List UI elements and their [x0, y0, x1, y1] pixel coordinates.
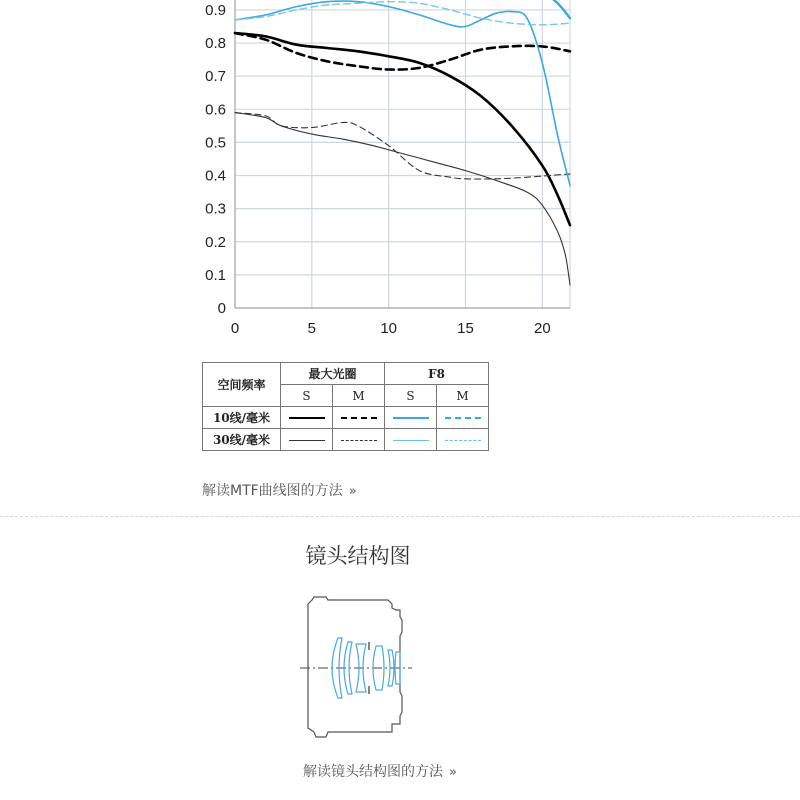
series-line-6 [539, 0, 570, 18]
legend-group-f8: F8 [385, 363, 489, 385]
legend-row-30: 30线/毫米 [203, 429, 281, 451]
y-tick-label-0.5: 0.5 [205, 134, 226, 152]
y-tick-label-0.7: 0.7 [205, 68, 226, 86]
y-tick-label-0.1: 0.1 [205, 266, 226, 284]
legend-swatch-max-m-30 [333, 429, 385, 451]
lens-section-title: 镜头结构图 [305, 544, 411, 568]
legend-frequency-header: 空间频率 [203, 363, 281, 407]
section-divider [0, 516, 800, 517]
series-line-2 [235, 113, 570, 285]
chart-tick-labels [205, 2, 551, 337]
lens-structure-diagram [296, 592, 416, 742]
y-tick-label-0.6: 0.6 [205, 101, 226, 119]
mtf-method-link[interactable] [202, 480, 357, 500]
legend-swatch-max-s-30 [281, 429, 333, 451]
series-line-5 [235, 2, 570, 25]
x-tick-label-20: 20 [533, 320, 551, 337]
y-tick-label-0.3: 0.3 [205, 200, 226, 218]
legend-swatch-max-m-10 [333, 407, 385, 429]
legend-sub-s-max: S [281, 385, 333, 407]
mtf-legend-table [202, 362, 489, 451]
series-line-3 [235, 113, 570, 179]
legend-sub-m-max: M [333, 385, 385, 407]
legend-swatch-max-s-10 [281, 407, 333, 429]
legend-swatch-f8-m-10 [437, 407, 489, 429]
series-line-0 [235, 33, 570, 225]
y-tick-label-0.9: 0.9 [205, 1, 226, 19]
mtf-chart [0, 0, 800, 345]
y-tick-label-0: 0 [217, 300, 226, 317]
x-tick-label-15: 15 [457, 320, 474, 337]
y-tick-label-0.2: 0.2 [205, 233, 226, 251]
lens-barrel-outline [308, 597, 402, 737]
x-tick-label-5: 5 [307, 320, 317, 337]
chevron-right-icon: » [348, 484, 357, 499]
legend-group-max-aperture: 最大光圈 [281, 363, 385, 385]
legend-swatch-f8-s-30 [385, 429, 437, 451]
x-tick-label-0: 0 [230, 320, 240, 337]
legend-row-10: 10线/毫米 [203, 407, 281, 429]
lens-method-link-text: 解读镜头结构图的方法 [303, 764, 443, 780]
chevron-right-icon: » [449, 765, 457, 780]
x-tick-label-10: 10 [380, 320, 398, 337]
lens-method-link[interactable] [303, 761, 457, 781]
series-line-1 [235, 33, 570, 70]
legend-swatch-f8-s-10 [385, 407, 437, 429]
mtf-method-link-text: 解读MTF曲线图的方法 [202, 483, 343, 499]
y-tick-label-0.8: 0.8 [205, 35, 226, 53]
legend-sub-s-f8: S [385, 385, 437, 407]
legend-sub-m-f8: M [437, 385, 489, 407]
legend-swatch-f8-m-30 [437, 429, 489, 451]
y-tick-label-0.4: 0.4 [205, 167, 226, 185]
